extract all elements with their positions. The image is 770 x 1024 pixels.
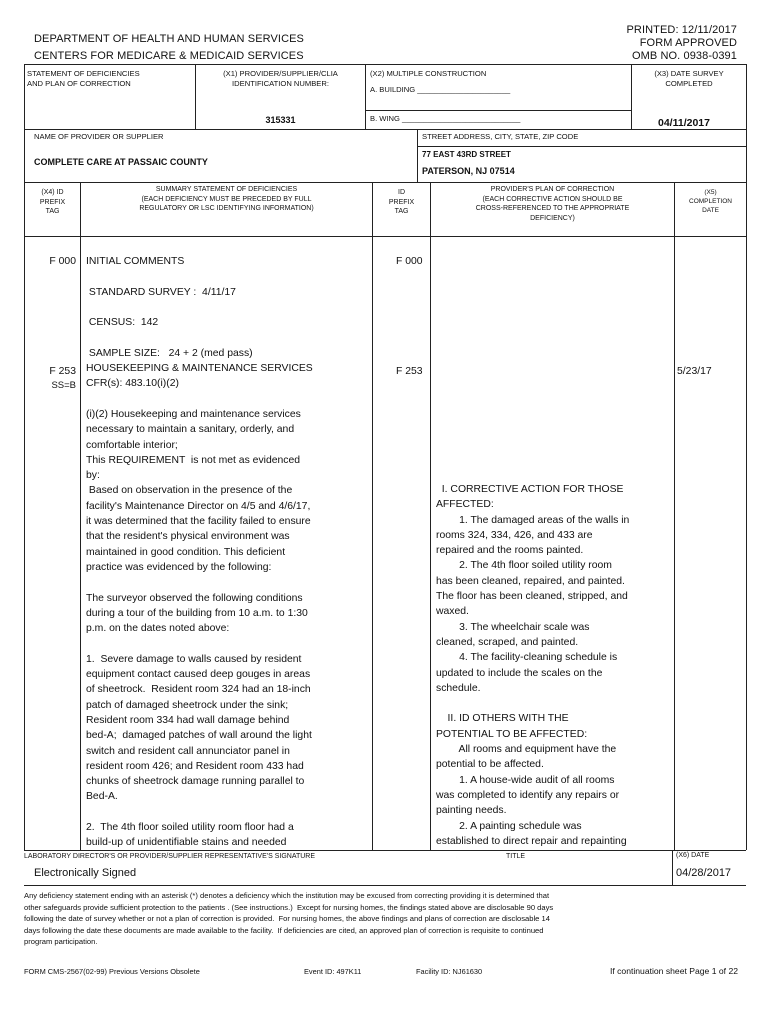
signature-label: LABORATORY DIRECTOR'S OR PROVIDER/SUPPLIER REPRESENTATIVE'S SIGNATURE xyxy=(24,853,316,860)
plan-line: 1. A house-wide audit of all rooms xyxy=(436,774,615,786)
plan-line: 2. The 4th floor soiled utility room xyxy=(436,560,612,572)
provider-label: NAME OF PROVIDER OR SUPPLIER xyxy=(34,132,164,141)
plan-line: 3. The wheelchair scale was xyxy=(436,621,590,633)
rule xyxy=(365,110,631,111)
summary-line: facility's Maintenance Director on 4/5 and 4/6/17, xyxy=(86,500,311,512)
plan-line: waxed. xyxy=(436,606,469,618)
plan-line: The floor has been cleaned, stripped, and xyxy=(436,591,628,603)
id-header-line: PREFIX xyxy=(388,198,415,206)
x2-label: (X2) MULTIPLE CONSTRUCTION xyxy=(370,69,487,78)
plan-line: schedule. xyxy=(436,682,481,694)
summary-line: by: xyxy=(86,470,100,482)
summary-line: comfortable interior; xyxy=(86,439,178,451)
rule xyxy=(24,64,746,65)
date-label: (X6) DATE xyxy=(676,852,710,859)
summary-line: practice was evidenced by the following: xyxy=(86,561,272,573)
disclaimer-line: days following the date these documents are made available to the facility. If deficiencies are cited, an approved plan of correction is requisite to continued xyxy=(24,925,544,935)
printed-date: PRINTED: 12/11/2017 xyxy=(626,24,737,36)
summary-line: The surveyor observed the following conditions xyxy=(86,592,303,604)
tag-f253-left: F 253 xyxy=(49,366,76,377)
department-title: DEPARTMENT OF HEALTH AND HUMAN SERVICES xyxy=(34,33,304,45)
x4-header-line: TAG xyxy=(45,208,60,216)
plan-line: All rooms and equipment have the xyxy=(436,744,617,756)
tag-f000-right: F 000 xyxy=(396,256,423,267)
signature-date: 04/28/2017 xyxy=(676,867,732,879)
summary-line: patch of damaged sheetrock under the sink; xyxy=(86,699,289,711)
x5-header-line: DATE xyxy=(702,207,719,214)
summary-line xyxy=(86,330,313,345)
disclaimer-line: program participation. xyxy=(24,937,98,946)
summary-line: of sheetrock. Resident room 324 had an 18-inch xyxy=(86,684,311,696)
summary-line: 2. The 4th floor soiled utility room floor had a xyxy=(86,821,294,833)
id-header-line: TAG xyxy=(394,208,409,216)
rule xyxy=(80,182,81,850)
summary-line: it was determined that the facility failed to ensure xyxy=(86,516,311,528)
summary-line: Based on observation in the presence of the xyxy=(86,485,293,497)
rule xyxy=(24,64,25,850)
summary-header-line: (EACH DEFICIENCY MUST BE PRECEDED BY FULL xyxy=(141,195,312,203)
scope-severity: SS=B xyxy=(51,380,76,391)
plan-line: painting needs. xyxy=(436,805,507,817)
x4-header-line: PREFIX xyxy=(39,198,66,206)
summary-line: STANDARD SURVEY : 4/11/17 xyxy=(86,286,236,298)
plan-line: was completed to identify any repairs or xyxy=(436,789,620,801)
plan-line: I. CORRECTIVE ACTION FOR THOSE xyxy=(436,484,624,495)
id-header xyxy=(373,188,430,217)
summary-line: equipment contact caused deep gouges in areas xyxy=(86,669,311,681)
rule xyxy=(365,64,366,129)
summary-line: switch and resident call annunciator panel in xyxy=(86,745,290,757)
summary-line: Bed-A. xyxy=(86,791,118,803)
plan-line: AFFECTED: xyxy=(436,499,494,511)
summary-line: p.m. on the dates noted above: xyxy=(86,623,230,635)
plan-line: has been cleaned, repaired, and painted. xyxy=(436,575,625,587)
x3-label-line: COMPLETED xyxy=(665,79,713,88)
plan-line: established to direct repair and repainting xyxy=(436,835,627,847)
summary-line: HOUSEKEEPING & MAINTENANCE SERVICES xyxy=(86,363,313,375)
summary-header-line: SUMMARY STATEMENT OF DEFICIENCIES xyxy=(155,186,298,193)
summary-line: build-up of unidentifiable stains and needed xyxy=(86,837,287,849)
plan-line: POTENTIAL TO BE AFFECTED: xyxy=(436,728,588,740)
plan-line: potential to be affected. xyxy=(436,759,544,771)
x1-label-line: IDENTIFICATION NUMBER: xyxy=(232,79,329,88)
statement-label xyxy=(27,69,140,89)
rule xyxy=(24,129,746,130)
form-number: FORM CMS-2567(02-99) Previous Versions Obsolete xyxy=(24,967,200,976)
provider-id-value: 315331 xyxy=(265,115,296,125)
summary-line xyxy=(86,575,313,590)
disclaimer-line: following the date of survey whether or not a plan of correction is provided. For nursing homes, the above findings and plans of correction are disclosable 14 xyxy=(24,914,550,923)
x2-building: A. BUILDING ______________________ xyxy=(370,85,511,94)
plan-line: 4. The facility-cleaning schedule is xyxy=(436,652,618,664)
summary-line: This REQUIREMENT is not met as evidenced xyxy=(86,454,301,466)
rule xyxy=(430,182,431,850)
address-line2: PATERSON, NJ 07514 xyxy=(422,166,515,176)
rule xyxy=(746,64,747,850)
plan-of-correction xyxy=(436,482,629,849)
plan-header xyxy=(431,185,674,223)
centers-title: CENTERS FOR MEDICARE & MEDICAID SERVICES xyxy=(34,50,304,62)
summary-header-line: REGULATORY OR LSC IDENTIFYING INFORMATION) xyxy=(139,205,314,213)
summary-line: CENSUS: 142 xyxy=(86,317,159,329)
rule xyxy=(372,182,373,850)
plan-line: II. ID OTHERS WITH THE xyxy=(436,713,569,725)
rule xyxy=(24,885,746,886)
summary-line: CFR(s): 483.10(i)(2) xyxy=(86,378,179,390)
x5-header-line: COMPLETION xyxy=(689,198,732,205)
summary-line xyxy=(86,300,313,315)
summary-line: that the resident's physical environment was xyxy=(86,531,290,543)
summary-line: chunks of sheetrock damage running parallel to xyxy=(86,776,305,788)
summary-line: during a tour of the building from 10 a.m. to 1:30 xyxy=(86,607,308,619)
summary-line xyxy=(86,805,313,820)
rule xyxy=(24,236,746,237)
address-label: STREET ADDRESS, CITY, STATE, ZIP CODE xyxy=(422,132,579,141)
disclaimer-line: Any deficiency statement ending with an asterisk (*) denotes a deficiency which the institution may be excused from correcting providing it is determined that xyxy=(24,891,550,900)
id-header-line: ID xyxy=(398,189,405,196)
rule xyxy=(672,850,673,885)
plan-header-line: DEFICIENCY) xyxy=(530,214,575,222)
plan-line: 1. The damaged areas of the walls in xyxy=(436,514,630,526)
rule xyxy=(417,146,746,147)
event-id: Event ID: 497K11 xyxy=(304,967,362,976)
facility-id: Facility ID: NJ61630 xyxy=(416,967,483,976)
summary-header xyxy=(81,185,372,214)
summary-line: (i)(2) Housekeeping and maintenance services xyxy=(86,408,301,420)
statement-label-line: STATEMENT OF DEFICIENCIES xyxy=(27,69,140,78)
summary-line: 1. Severe damage to walls caused by resident xyxy=(86,653,302,665)
disclaimer xyxy=(24,890,553,948)
title-label: TITLE xyxy=(506,853,526,860)
x5-header-line: (X5) xyxy=(704,189,717,196)
summary-line xyxy=(86,269,313,284)
rule xyxy=(417,129,418,182)
x2-wing: B. WING ____________________________ xyxy=(370,114,521,123)
x1-label xyxy=(196,69,365,89)
plan-line: updated to include the scales on the xyxy=(436,667,603,679)
plan-line: rooms 324, 334, 426, and 433 are xyxy=(436,529,593,541)
tag-f253-right: F 253 xyxy=(396,366,423,377)
summary-line: bed-A; damaged patches of wall around the light xyxy=(86,730,312,742)
summary-line: SAMPLE SIZE: 24 + 2 (med pass) xyxy=(86,347,253,359)
rule xyxy=(24,182,746,183)
plan-header-line: PROVIDER'S PLAN OF CORRECTION xyxy=(490,186,615,193)
tag-f000-left: F 000 xyxy=(49,256,76,267)
disclaimer-line: other safeguards provide sufficient protection to the patients . (See instructions.) Except for nursing homes, the findings stated above are disclosable 90 days xyxy=(24,902,554,912)
summary-line: necessary to maintain a sanitary, orderly, and xyxy=(86,424,295,436)
plan-line xyxy=(436,696,629,711)
summary-line: INITIAL COMMENTS xyxy=(86,256,185,267)
completion-date: 5/23/17 xyxy=(677,366,712,377)
x5-header xyxy=(675,188,746,215)
plan-line: 2. A painting schedule was xyxy=(436,820,582,832)
provider-name: COMPLETE CARE AT PASSAIC COUNTY xyxy=(34,157,208,167)
plan-line: repaired and the rooms painted. xyxy=(436,545,584,557)
statement-label-line: AND PLAN OF CORRECTION xyxy=(27,79,131,88)
summary-line xyxy=(86,636,313,651)
x1-label-line: (X1) PROVIDER/SUPPLIER/CLIA xyxy=(223,69,338,78)
rule xyxy=(674,182,675,850)
x3-label xyxy=(632,69,746,89)
summary-statement xyxy=(86,254,313,851)
survey-date-value: 04/11/2017 xyxy=(658,117,710,129)
omb-number: OMB NO. 0938-0391 xyxy=(631,50,737,62)
plan-header-line: CROSS-REFERENCED TO THE APPROPRIATE xyxy=(475,205,630,213)
address-line1: 77 EAST 43RD STREET xyxy=(422,150,511,159)
signature-value: Electronically Signed xyxy=(34,867,137,879)
page-indicator: If continuation sheet Page 1 of 22 xyxy=(609,966,738,976)
summary-line: maintained in good condition. This deficient xyxy=(86,546,286,558)
form-approved: FORM APPROVED xyxy=(639,37,737,49)
x4-header xyxy=(25,188,80,217)
plan-header-line: (EACH CORRECTIVE ACTION SHOULD BE xyxy=(482,195,623,203)
summary-line: Resident room 334 had wall damage behind xyxy=(86,714,290,726)
summary-line xyxy=(86,392,313,407)
plan-line: cleaned, scraped, and painted. xyxy=(436,636,579,648)
x4-header-line: (X4) ID xyxy=(41,189,64,196)
x3-label-line: (X3) DATE SURVEY xyxy=(654,69,724,78)
summary-line: resident room 426; and Resident room 433 had xyxy=(86,760,304,772)
